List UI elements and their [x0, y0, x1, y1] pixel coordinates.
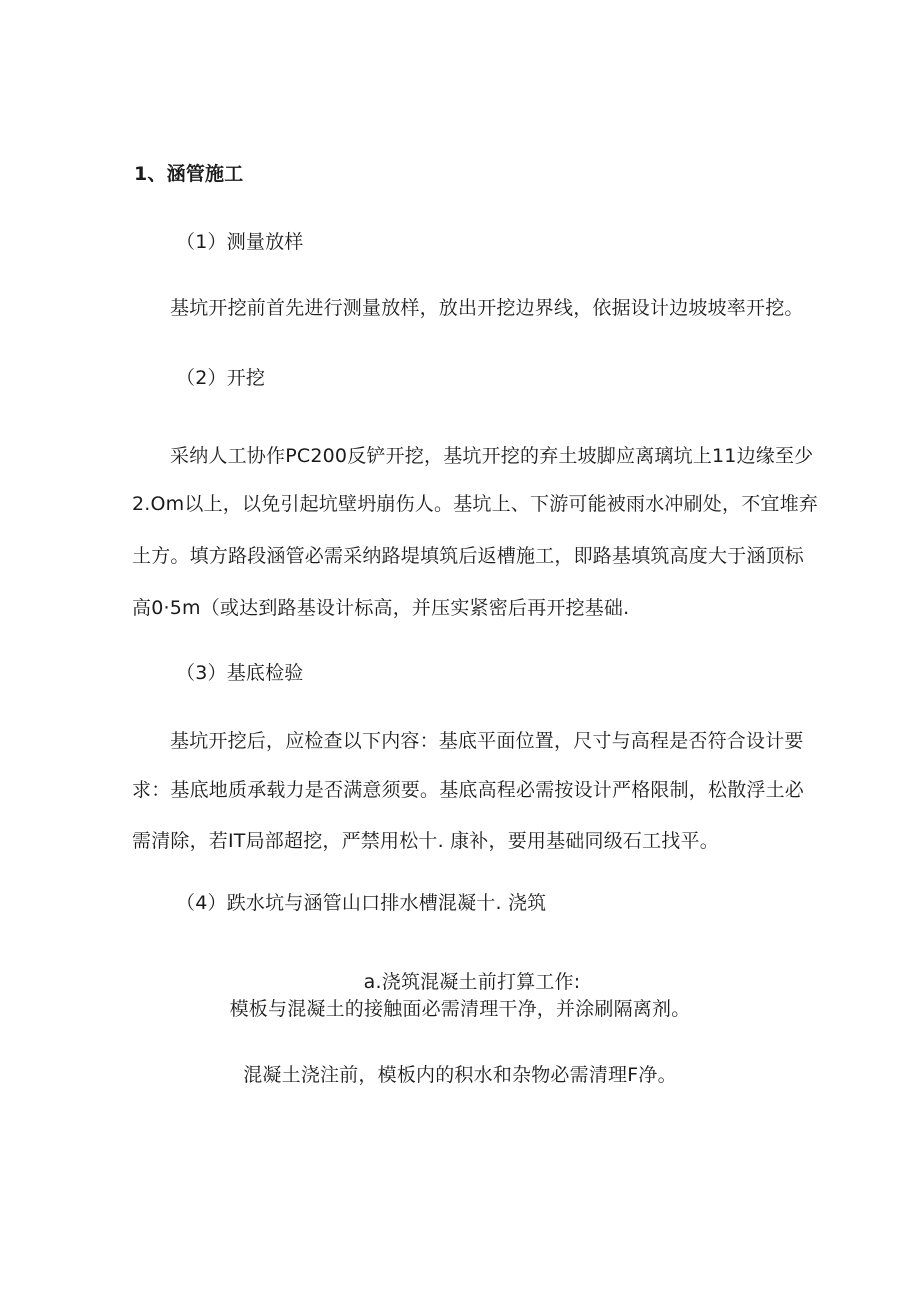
subsection-heading: （1）测量放样	[176, 231, 304, 253]
paragraph-line: 土方。填方路段涵管必需采纳路堤填筑后返槽施工，即路基填筑高度大于涵顶标	[132, 545, 805, 567]
paragraph-line: 2.Om以上，以免引起坑壁坍崩伤人。基坑上、下游可能被雨水冲刷处，不宜堆弃	[132, 493, 818, 515]
section-title: 1、涵管施工	[134, 163, 244, 185]
paragraph-line: 基坑开挖前首先进行测量放样，放出开挖边界线，依据设计边坡坡率开挖。	[170, 297, 804, 319]
centered-line: 混凝土浇注前，模板内的积水和杂物必需清理F净。	[243, 1064, 677, 1086]
subsection-heading: （2）开挖	[176, 367, 266, 389]
paragraph-line: 需清除，若IT局部超挖，严禁用松十. 康补，要用基础同级石工找平。	[132, 830, 719, 852]
paragraph-line: 求：基底地质承载力是否满意须要。基底高程必需按设计严格限制，松散浮土必	[132, 779, 805, 801]
subsection-heading: （3）基底检验	[176, 662, 304, 684]
paragraph-line: 高0·5m（或达到路基设计标高，并压实紧密后再开挖基础.	[132, 597, 630, 619]
centered-line: 模板与混凝土的接触面必需清理干净，并涂刷隔离剂。	[229, 998, 691, 1020]
paragraph-line: 基坑开挖后，应检查以下内容：基底平面位置，尺寸与高程是否符合设计要	[170, 730, 804, 752]
paragraph-line: 采纳人工协作PC200反铲开挖，基坑开挖的弃土坡脚应离璃坑上11边缘至少	[170, 445, 814, 467]
subsection-heading: （4）跌水坑与涵管山口排水槽混凝十. 浇筑	[176, 892, 547, 914]
centered-line: a.浇筑混凝土前打算工作:	[363, 971, 581, 993]
